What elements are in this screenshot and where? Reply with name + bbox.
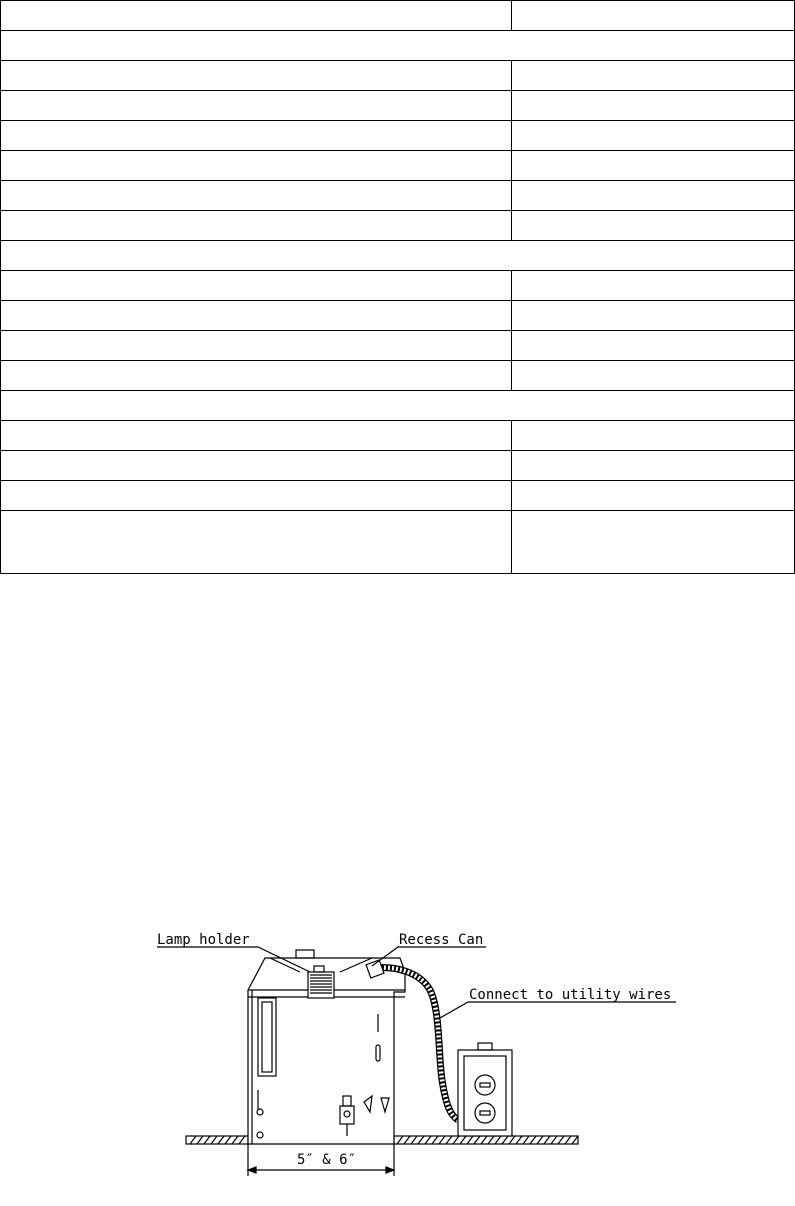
table-row [1, 91, 795, 121]
table-row [1, 361, 795, 391]
table-cell [1, 511, 512, 574]
table-cell [1, 451, 512, 481]
table-cell [512, 331, 795, 361]
table-cell [1, 421, 512, 451]
table-cell [1, 331, 512, 361]
table-row [1, 481, 795, 511]
table-section-cell [1, 241, 795, 271]
recess-can-label: Recess Can [399, 932, 484, 948]
table-section-cell [1, 31, 795, 61]
table-cell [1, 181, 512, 211]
table-row [1, 151, 795, 181]
table-cell [1, 1, 512, 31]
ceiling-left [186, 1136, 248, 1144]
table-cell [1, 271, 512, 301]
table-cell [512, 211, 795, 241]
spec-table [0, 0, 795, 574]
table-cell [512, 61, 795, 91]
table-cell [512, 271, 795, 301]
table-cell [1, 121, 512, 151]
table-cell [512, 421, 795, 451]
table-row [1, 301, 795, 331]
table-cell [1, 481, 512, 511]
table-cell [512, 361, 795, 391]
table-cell [1, 361, 512, 391]
table-row [1, 181, 795, 211]
dimension-label: 5″ & 6″ [297, 1152, 357, 1168]
table-cell [512, 151, 795, 181]
table-cell [512, 91, 795, 121]
table-cell [512, 181, 795, 211]
table-row [1, 61, 795, 91]
table-cell [512, 451, 795, 481]
table-cell [512, 481, 795, 511]
table-section-row [1, 241, 795, 271]
lamp-holder-label: Lamp holder [157, 932, 250, 948]
table-row [1, 211, 795, 241]
table-row [1, 331, 795, 361]
connect-wires-leader [440, 1002, 676, 1018]
table-cell [1, 61, 512, 91]
connect-wires-label: Connect to utility wires [469, 987, 672, 1003]
table-cell [1, 91, 512, 121]
table-cell [512, 1, 795, 31]
table-cell [512, 511, 795, 574]
table-row [1, 1, 795, 31]
table-row [1, 121, 795, 151]
table-row [1, 421, 795, 451]
table-cell [512, 121, 795, 151]
junction-box-shape [458, 1043, 512, 1136]
table-row [1, 511, 795, 574]
table-cell [1, 301, 512, 331]
table-cell [1, 211, 512, 241]
table-row [1, 271, 795, 301]
table-section-cell [1, 391, 795, 421]
table-cell [1, 151, 512, 181]
table-section-row [1, 31, 795, 61]
table-section-row [1, 391, 795, 421]
table-cell [512, 301, 795, 331]
installation-drawing [0, 900, 795, 1202]
table-row [1, 451, 795, 481]
ceiling-right [394, 1136, 578, 1144]
